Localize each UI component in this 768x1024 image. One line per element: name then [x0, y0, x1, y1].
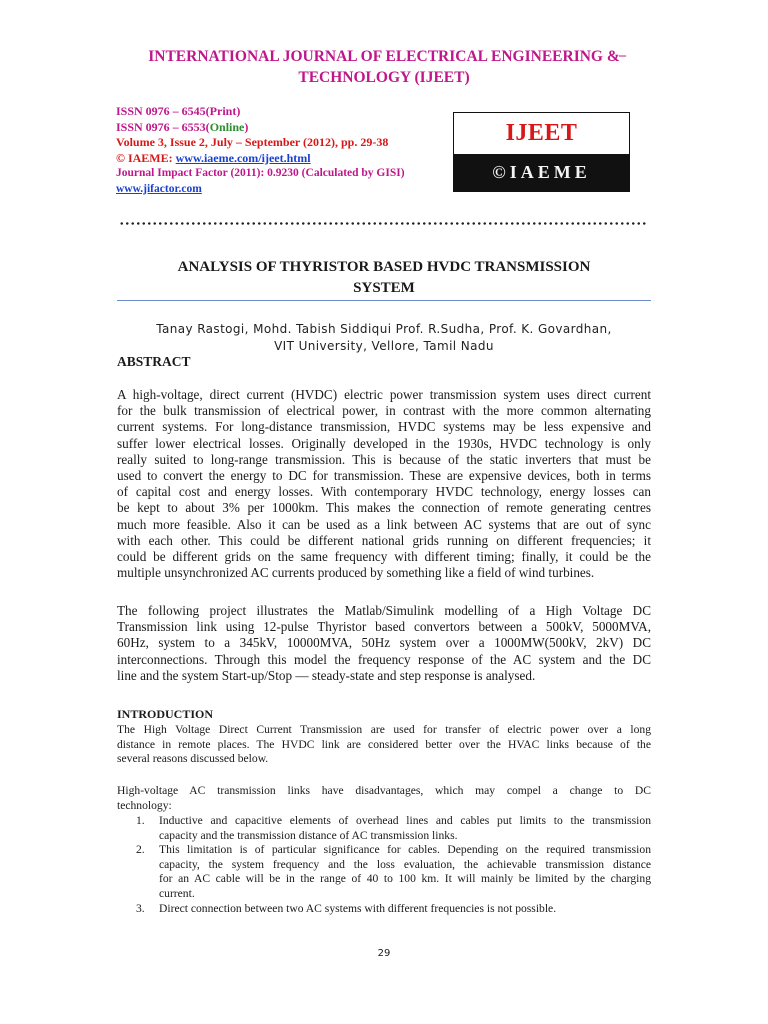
- issn-print: ISSN 0976 – 6545(Print): [116, 104, 241, 118]
- text-line: for the bulk transmission of electrical power, in contrast with the more common alternating: [117, 403, 651, 419]
- text-line: of capital cost and energy losses. With contemporary HVDC technology, energy losses can: [117, 484, 651, 500]
- intro-paragraph-1: [117, 723, 651, 767]
- text-line: multiple unsynchronized AC currents produced by something like a field of wind turbines.: [117, 565, 595, 581]
- text-line: capacity and the transmission distance of AC transmission links.: [159, 828, 458, 842]
- text-line: The High Voltage Direct Current Transmission are used for transfer of electric power over a long: [117, 723, 651, 736]
- text-line: A high-voltage, direct current (HVDC) electric power transmission system uses direct current: [117, 387, 651, 402]
- text-line: Inductive and capacitive elements of overhead lines and cables put limits to the transmission: [159, 814, 651, 827]
- text-line: Transmission link using 12-pulse Thyristor based convertors between a 500kV, 5000MVA,: [117, 619, 651, 635]
- volume-info: Volume 3, Issue 2, July – September (2012), pp. 29-38: [116, 135, 389, 149]
- logo-ijeet: IJEET: [505, 120, 578, 146]
- text-line: This limitation is of particular significance for cables. Depending on the required transmission: [159, 843, 651, 857]
- text-line: could be different grids on the same frequency with different timing; finally, it could be the: [117, 549, 651, 565]
- text-line: several reasons discussed below.: [117, 752, 269, 766]
- text-line: line and the system Start-up/Stop — steady-state and step response is analysed.: [117, 667, 536, 683]
- publisher: © IAEME: www.iaeme.com/ijeet.html: [116, 150, 311, 165]
- text-line: interconnections. Through this model the frequency response of the AC system and the DC: [117, 651, 651, 667]
- journal-meta: [116, 104, 405, 197]
- disadvantages-list: [136, 814, 651, 916]
- title-rule: [117, 300, 651, 301]
- text-line: suffer lower electrical losses. Originally developed in the 1930s, HVDC technology is only: [117, 435, 651, 451]
- journal-logo: [453, 112, 630, 192]
- journal-title: [0, 46, 768, 88]
- impact-factor: Journal Impact Factor (2011): 0.9230 (Calculated by GISI): [116, 167, 405, 179]
- text-line: Direct connection between two AC systems with different frequencies is not possible.: [159, 901, 557, 915]
- text-line: used to convert the energy to DC for transmission. These are expensive devices, both in terms: [117, 468, 651, 484]
- jif-line: [116, 182, 405, 198]
- list-number: 3.: [136, 901, 145, 915]
- issn-online: ISSN 0976 – 6553(Online): [116, 119, 249, 134]
- abstract-paragraph-2: [117, 603, 651, 684]
- list-number: 2.: [136, 843, 145, 857]
- text-line: really suited to long-range transmission. This is because of the static inverters that must be: [117, 451, 651, 467]
- text-line: technology:: [117, 798, 172, 812]
- abstract-heading: ABSTRACT: [117, 354, 191, 369]
- text-line: The following project illustrates the Matlab/Simulink modelling of a High Voltage DC: [117, 603, 651, 618]
- authors: [0, 321, 768, 354]
- list-item: [136, 843, 651, 901]
- text-line: current systems. For long-distance transmission, HVDC systems may be less expensive and: [117, 419, 651, 435]
- header-dash: –: [619, 48, 626, 63]
- intro-paragraph-2: [117, 784, 651, 813]
- journal-title-line2: TECHNOLOGY (IJEET): [298, 69, 470, 86]
- text-line: 60Hz, system to a 345kV, 10000MVA, 50Hz system over a 1000MW(500kV, 2kV) DC: [117, 635, 651, 651]
- paper-title-line1: ANALYSIS OF THYRISTOR BASED HVDC TRANSMISSION: [177, 259, 591, 275]
- text-line: distance in remote places. The HVDC link are considered better over the HVAC links because of the: [117, 737, 651, 751]
- authors-affiliation: VIT University, Vellore, Tamil Nadu: [274, 338, 494, 353]
- page-number: 29: [377, 948, 391, 959]
- publisher-link[interactable]: www.iaeme.com/ijeet.html: [175, 150, 311, 165]
- journal-title-line1: INTERNATIONAL JOURNAL OF ELECTRICAL ENGINEERING &: [148, 48, 620, 65]
- text-line: be kept to about 3% per 1000km. This makes the connection of remote generating centres: [117, 500, 651, 516]
- logo-iaeme: ©IAEME: [454, 154, 629, 191]
- text-line: for an AC cable will be in the range of 40 to 100 km. It will mainly be limited by the charging: [159, 872, 651, 886]
- list-number: 1.: [136, 814, 145, 827]
- list-item: [136, 814, 651, 843]
- introduction-heading: INTRODUCTION: [117, 707, 214, 721]
- text-line: current.: [159, 886, 195, 900]
- authors-names: Tanay Rastogi, Mohd. Tabish Siddiqui Prof. R.Sudha, Prof. K. Govardhan,: [156, 322, 612, 336]
- list-item: [136, 902, 651, 917]
- text-line: with each other. This could be different national grids running on different frequencies; it: [117, 532, 651, 548]
- paper-title-line2: SYSTEM: [353, 280, 415, 296]
- dotted-separator: [119, 222, 647, 225]
- jif-link[interactable]: www.jifactor.com: [116, 182, 202, 195]
- paper-title: [0, 257, 768, 299]
- text-line: capacity, the system frequency and the loss evaluation, the achievable transmission distance: [159, 857, 651, 871]
- text-line: much more feasible. Also it can be used as a link between AC systems that are out of sync: [117, 516, 651, 532]
- abstract-paragraph-1: [117, 387, 651, 581]
- text-line: High-voltage AC transmission links have disadvantages, which may compel a change to DC: [117, 784, 651, 797]
